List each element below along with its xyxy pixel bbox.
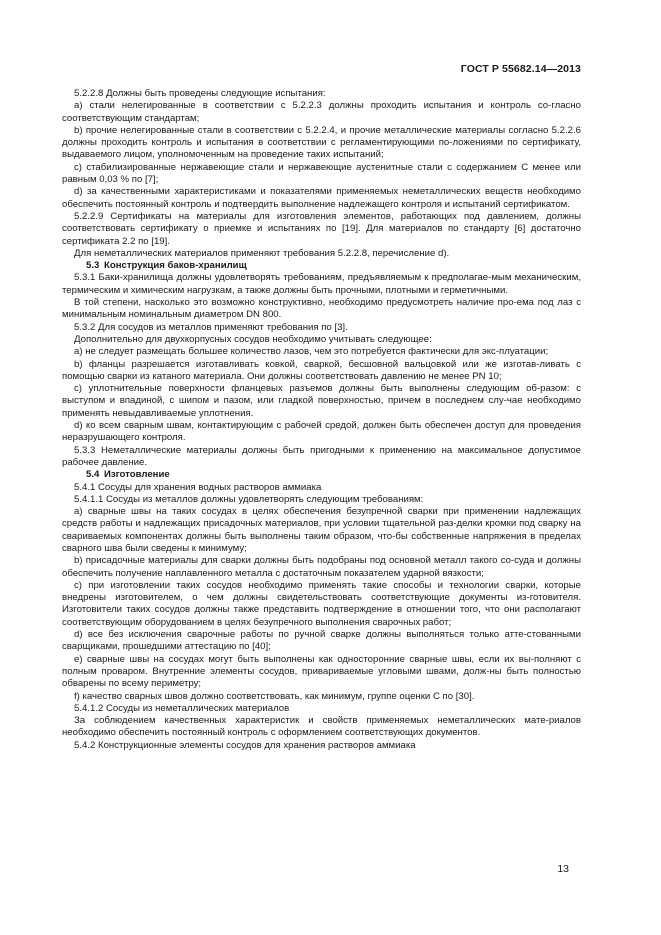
paragraph: Для неметаллических материалов применяют требования 5.2.2.8, перечисление d).	[74, 247, 450, 259]
paragraph: c) стабилизированные нержавеющие стали и нержавеющие аустенитные стали с содержанием C менее или равным 0,03 % по [7];	[62, 161, 581, 186]
paragraph: e) сварные швы на сосудах могут быть выполнены как односторонние сварные швы, если их вы-полняют с полным проваром. Внутренние элементы сосудов, привариваемые угловыми швами, долж-ны быть полностью обварены по всему периметру;	[62, 653, 581, 690]
document-body	[62, 88, 581, 752]
paragraph: В той степени, насколько это возможно конструктивно, необходимо предусмотреть наличие про-ема под лаз с минимальным номинальным диаметром DN 800.	[62, 297, 581, 321]
paragraph: 5.3.3 Неметаллические материалы должны быть пригодными к применению на максимальное допустимое рабочее давление.	[62, 444, 581, 468]
paragraph: c) при изготовлении таких сосудов необходимо применять такие способы и технологии сварки, которые внедрены изготовителем, о чем должны свидетельствовать соответствующие документы из-готовителя. Изготовители таких сосудов должны также представить подтверждение в отношении того, что они располагают соответствующим оборудованием в целях безупречного выполнения сварочных работ;	[62, 579, 581, 628]
section-title: Конструкция баков-хранилищ	[104, 260, 247, 272]
paragraph: d) за качественными характеристиками и показателями применяемых неметаллических веществ необходимо обеспечить постоянный контроль и подтвердить выполнение надлежащего контроля и испытаний сертификатом.	[62, 186, 581, 210]
paragraph: 5.4.2 Конструкционные элементы сосудов для хранения растворов аммиака	[74, 739, 416, 751]
document-code: ГОСТ Р 55682.14—2013	[460, 63, 581, 75]
paragraph: b) прочие нелегированные стали в соответствии с 5.2.2.4, и прочие металлические материалы согласно 5.2.2.6 должны проходить контроль и испытания в соответствии с регламентирующими по-ложениями по сертификату, выдаваемого лицом, уполномоченным на проведение таких испытаний;	[62, 124, 581, 161]
paragraph: 5.3.2 Для сосудов из металлов применяют требования по [3].	[74, 321, 348, 333]
section-number: 5.4	[86, 469, 100, 481]
section-title: Изготовление	[104, 469, 170, 481]
page-number: 13	[557, 863, 569, 875]
paragraph: 5.4.1.1 Сосуды из металлов должны удовлетворять следующим требованиям:	[74, 493, 424, 505]
section-number: 5.3	[86, 260, 100, 272]
paragraph: f) качество сварных швов должно соответствовать, как минимум, группе оценки C по [30].	[74, 690, 475, 702]
paragraph: 5.4.1 Сосуды для хранения водных растворов аммиака	[74, 481, 322, 493]
paragraph: d) все без исключения сварочные работы по ручной сварке должны выполняться только атте-стованными сварщиками, прошедшими аттестацию по [40];	[62, 629, 581, 653]
paragraph: d) ко всем сварным швам, контактирующим с рабочей средой, должен быть обеспечен доступ для проведения неразрушающего контроля.	[62, 420, 581, 444]
paragraph: 5.4.1.2 Сосуды из неметаллических материалов	[74, 702, 290, 714]
paragraph: b) присадочные материалы для сварки должны быть подобраны под основной металл такого со-суда и должны обеспечить получение наплавленного металла с достаточным показателем ударной вязкости;	[62, 555, 581, 579]
section-heading-5-4	[62, 469, 581, 481]
paragraph: 5.3.1 Баки-хранилища должны удовлетворять требованиям, предъявляемым к предполагае-мым механическим, термическим и химическим нагрузкам, а также должны быть прочными, плотными и герметичными.	[62, 272, 581, 296]
paragraph: 5.2.2.9 Сертификаты на материалы для изготовления элементов, работающих под давлением, должны соответствовать сертификату о приемке и испытаниях по [19]. Для материалов по стандарту [6] достаточно сертификата 2.2 по [19].	[62, 210, 581, 247]
paragraph: b) фланцы разрешается изготавливать ковкой, сваркой, бесшовной вальцовкой или же изготав-ливать с помощью сварки из катаного материала. Они должны соответствовать давлению не менее PN 10;	[62, 358, 581, 382]
paragraph: За соблюдением качественных характеристик и свойств применяемых неметаллических мате-риалов необходимо обеспечить постоянный контроль с оформлением соответствующих документов.	[62, 715, 581, 739]
paragraph: a) стали нелегированные в соответствии с 5.2.2.3 должны проходить испытания и контроль со-гласно соответствующим стандартам;	[62, 100, 581, 124]
paragraph: a) сварные швы на таких сосудах в целях обеспечения безупречной сварки при применении надлежащих средств работы и надлежащих присадочных материалов, при условии тщательной раз-делки кромки под сварку на свариваемых компонентах должны быть выполнены таким образом, что-бы собственные напряжения в пределах сварного шва были сведены к минимуму;	[62, 506, 581, 554]
paragraph: a) не следует размещать большее количество лазов, чем это потребуется фактически для экс-плуатации;	[74, 346, 549, 358]
paragraph: Дополнительно для двухкорпусных сосудов необходимо учитывать следующее:	[74, 333, 432, 345]
paragraph: c) уплотнительные поверхности фланцевых разъемов должны быть выполнены следующим об-разом: с выступом и впадиной, с шипом и пазом, или гладкой поверхностью, причем в последнем слу-чае необходимо применять невыдавливаемые уплотнения.	[62, 383, 581, 419]
section-heading-5-3	[62, 260, 581, 272]
paragraph: 5.2.2.8 Должны быть проведены следующие испытания:	[74, 88, 326, 99]
